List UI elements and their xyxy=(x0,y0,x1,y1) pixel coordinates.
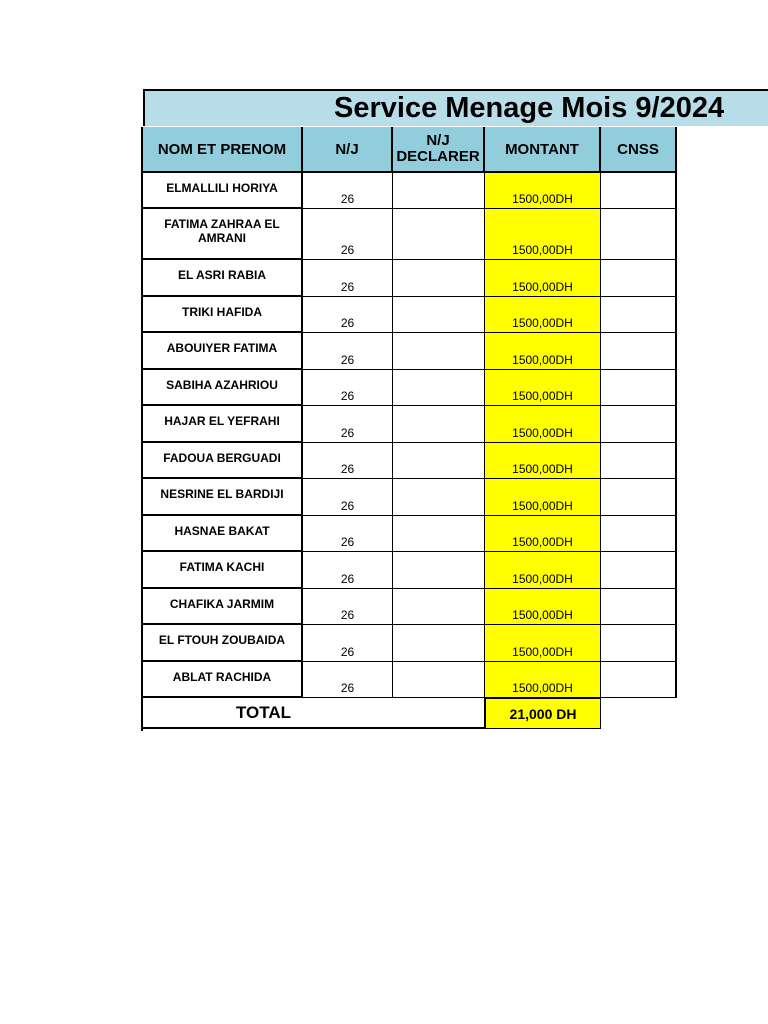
cell-nj[interactable]: 26 xyxy=(303,625,393,662)
cell-montant[interactable]: 1500,00DH xyxy=(485,662,601,698)
cell-nj[interactable]: 26 xyxy=(303,443,393,479)
cell-nj-declarer[interactable] xyxy=(393,443,485,479)
header-name[interactable]: NOM ET PRENOM xyxy=(143,127,303,173)
cell-name[interactable]: ABLAT RACHIDA xyxy=(143,662,303,698)
cell-nj-declarer[interactable] xyxy=(393,209,485,260)
cell-nj-declarer[interactable] xyxy=(393,406,485,443)
cell-montant[interactable]: 1500,00DH xyxy=(485,370,601,406)
title-cell[interactable] xyxy=(143,89,725,126)
cell-montant[interactable]: 1500,00DH xyxy=(485,260,601,297)
cell-nj[interactable]: 26 xyxy=(303,552,393,589)
cell-name[interactable]: CHAFIKA JARMIM xyxy=(143,589,303,625)
cell-name[interactable]: HAJAR EL YEFRAHI xyxy=(143,406,303,443)
cell-nj-declarer[interactable] xyxy=(393,333,485,370)
cell-montant[interactable]: 1500,00DH xyxy=(485,516,601,552)
header-cnss[interactable]: CNSS xyxy=(601,127,677,173)
cell-cnss[interactable] xyxy=(601,333,677,370)
cell-montant[interactable]: 1500,00DH xyxy=(485,443,601,479)
cell-montant[interactable]: 1500,00DH xyxy=(485,552,601,589)
cell-nj-declarer[interactable] xyxy=(393,297,485,333)
cell-cnss[interactable] xyxy=(601,443,677,479)
cell-nj[interactable]: 26 xyxy=(303,516,393,552)
cell-cnss[interactable] xyxy=(601,662,677,698)
cell-nj[interactable]: 26 xyxy=(303,406,393,443)
cell-nj[interactable]: 26 xyxy=(303,479,393,516)
cell-cnss[interactable] xyxy=(601,625,677,662)
cell-nj[interactable]: 26 xyxy=(303,260,393,297)
cell-name[interactable]: TRIKI HAFIDA xyxy=(143,297,303,333)
cell-cnss[interactable] xyxy=(601,406,677,443)
cell-cnss[interactable] xyxy=(601,589,677,625)
cell-name[interactable]: ABOUIYER FATIMA xyxy=(143,333,303,370)
cell-name[interactable]: NESRINE EL BARDIJI xyxy=(143,479,303,516)
cell-name[interactable]: FATIMA KACHI xyxy=(143,552,303,589)
cell-cnss[interactable] xyxy=(601,516,677,552)
cell-cnss[interactable] xyxy=(601,209,677,260)
cell-nj-declarer[interactable] xyxy=(393,479,485,516)
cell-montant[interactable]: 1500,00DH xyxy=(485,406,601,443)
cell-montant[interactable]: 1500,00DH xyxy=(485,297,601,333)
cell-nj[interactable]: 26 xyxy=(303,209,393,260)
header-nj[interactable]: N/J xyxy=(303,127,393,173)
cell-montant[interactable]: 1500,00DH xyxy=(485,209,601,260)
cell-nj-declarer[interactable] xyxy=(393,589,485,625)
cell-nj-declarer[interactable] xyxy=(393,552,485,589)
cell-name[interactable]: FADOUA BERGUADI xyxy=(143,443,303,479)
cell-cnss[interactable] xyxy=(601,173,677,209)
header-montant[interactable]: MONTANT xyxy=(485,127,601,173)
cell-name[interactable]: HASNAE BAKAT xyxy=(143,516,303,552)
cell-nj-declarer[interactable] xyxy=(393,173,485,209)
cell-montant[interactable]: 1500,00DH xyxy=(485,625,601,662)
cell-nj[interactable]: 26 xyxy=(303,333,393,370)
cell-montant[interactable]: 1500,00DH xyxy=(485,173,601,209)
cell-nj-declarer[interactable] xyxy=(393,370,485,406)
header-nj-declarer[interactable]: N/J DECLARER xyxy=(393,127,485,173)
cell-cnss[interactable] xyxy=(601,479,677,516)
cell-name[interactable]: ELMALLILI HORIYA xyxy=(143,173,303,209)
cell-nj[interactable]: 26 xyxy=(303,370,393,406)
cell-name[interactable]: EL FTOUH ZOUBAIDA xyxy=(143,625,303,662)
cell-nj-declarer[interactable] xyxy=(393,662,485,698)
cell-name[interactable]: SABIHA AZAHRIOU xyxy=(143,370,303,406)
cell-nj-declarer[interactable] xyxy=(393,260,485,297)
cell-name[interactable]: EL ASRI RABIA xyxy=(143,260,303,297)
cell-nj[interactable]: 26 xyxy=(303,662,393,698)
cell-nj[interactable]: 26 xyxy=(303,589,393,625)
cell-montant[interactable]: 1500,00DH xyxy=(485,333,601,370)
cell-nj-declarer[interactable] xyxy=(393,625,485,662)
cell-cnss[interactable] xyxy=(601,260,677,297)
cell-montant[interactable]: 1500,00DH xyxy=(485,589,601,625)
total-label: TOTAL xyxy=(143,698,485,729)
cell-nj-declarer[interactable] xyxy=(393,516,485,552)
cell-cnss[interactable] xyxy=(601,297,677,333)
cell-cnss[interactable] xyxy=(601,370,677,406)
cell-nj[interactable]: 26 xyxy=(303,297,393,333)
sheet-title: Service Menage Mois 9/2024 xyxy=(334,92,725,124)
cell-nj[interactable]: 26 xyxy=(303,173,393,209)
cell-name[interactable]: FATIMA ZAHRAA EL AMRANI xyxy=(143,209,303,260)
total-amount[interactable]: 21,000 DH xyxy=(485,698,601,729)
cell-cnss[interactable] xyxy=(601,552,677,589)
cell-montant[interactable]: 1500,00DH xyxy=(485,479,601,516)
